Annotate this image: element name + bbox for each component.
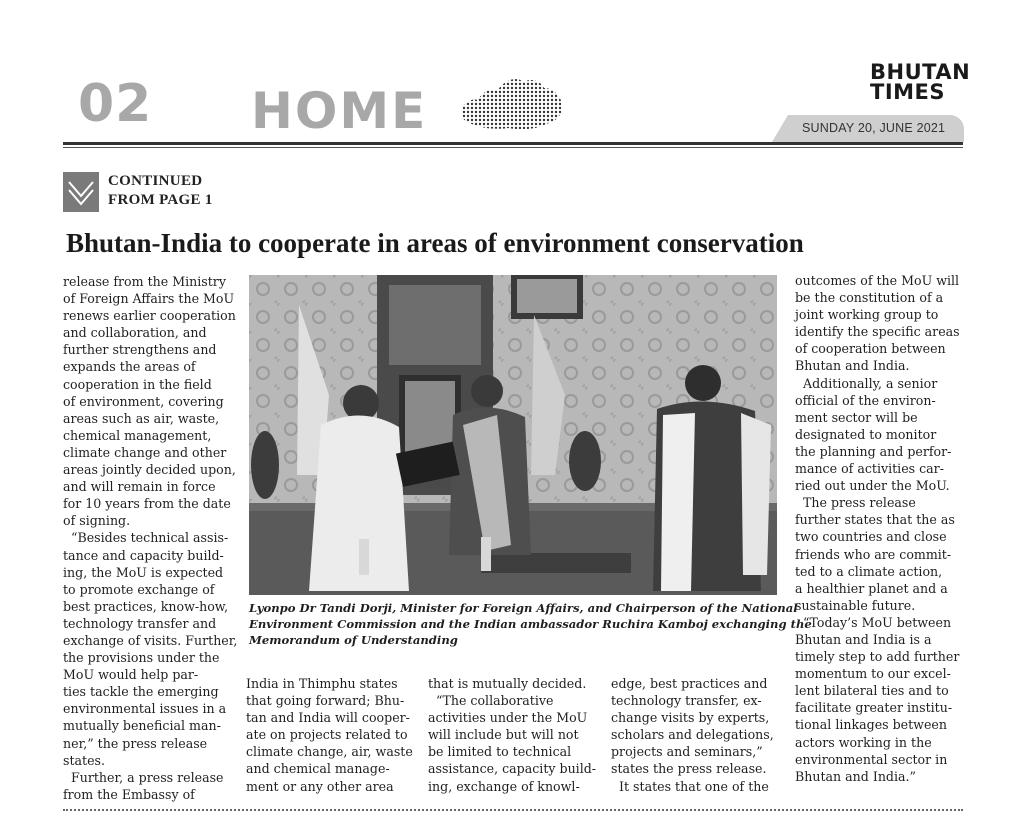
article-column-1: release from the Ministry of Foreign Affairs the MoU renews earlier cooperation and collaboration, and further strengthens and expands the areas of cooperation in the field of environment, covering areas such as air, waste, chemical management, climate change and other areas jointly decided upon, and will remain in force for 10 years from the date of signing. “Besides technical assis- tance and capacity build- ing, the MoU is expected to promote exchange of best practices, know-how, technology transfer and exchange of visits. Further, the provisions under the MoU would help par- ties tackle the emerging environmental issues in a mutually beneficial man- ner,” the press release states. Further, a press release from the Embassy of bbox=[63, 274, 238, 802]
header-rule bbox=[63, 142, 963, 145]
article-column-3: that is mutually decided. “The collaborative activities under the MoU will include but will not be limited to technical assistance, capacity build- ing, exchange of knowl- bbox=[428, 676, 597, 794]
continued-line: FROM PAGE 1 bbox=[108, 192, 213, 208]
masthead-line: BHUTAN bbox=[870, 60, 971, 84]
continued-line: CONTINUED bbox=[108, 173, 203, 189]
continued-label bbox=[108, 172, 213, 210]
bhutan-map-icon bbox=[458, 74, 566, 132]
article-column-2: India in Thimphu states that going forward; Bhu- tan and India will cooper- ate on projects related to climate change, air, waste and chemical manage- ment or any other area bbox=[246, 676, 413, 794]
article-photo bbox=[249, 275, 777, 595]
photo-caption: Lyonpo Dr Tandi Dorji, Minister for Foreign Affairs, and Chairperson of the National Environment Commission and the Indian ambassador Ruchira Kamboj exchanging the Memorandum of Understanding bbox=[249, 601, 812, 647]
masthead-logo bbox=[870, 62, 970, 102]
page-number: 02 bbox=[78, 74, 153, 134]
photo-illustration bbox=[249, 275, 777, 595]
chevron-down-icon bbox=[63, 172, 99, 212]
article-column-5: outcomes of the MoU will be the constitution of a joint working group to identify the specific areas of cooperation between Bhutan and India. Additionally, a senior official of the environ- ment sector will be designated to monitor the planning and perfor- mance of activities car- ried out under the MoU. The press release further states that the as two countries and close friends who are commit- ted to a climate action, a healthier planet and a sustainable future. “Today’s MoU between Bhutan and India is a timely step to add further momentum to our excel- lent bilateral ties and to facilitate greater institu- tional linkages between actors working in the environmental sector in Bhutan and India.” bbox=[795, 273, 960, 784]
article-headline: Bhutan-India to cooperate in areas of environment conservation bbox=[66, 228, 804, 258]
masthead-line: TIMES bbox=[870, 80, 946, 104]
article-column-4: edge, best practices and technology transfer, ex- change visits by experts, scholars and delegations, projects and seminars,” states the press release. It states that one of the bbox=[611, 676, 774, 794]
section-title: HOME bbox=[251, 82, 428, 140]
footer-rule bbox=[63, 809, 963, 811]
header-rule-thin bbox=[63, 147, 963, 148]
issue-date: SUNDAY 20, JUNE 2021 bbox=[802, 121, 946, 135]
